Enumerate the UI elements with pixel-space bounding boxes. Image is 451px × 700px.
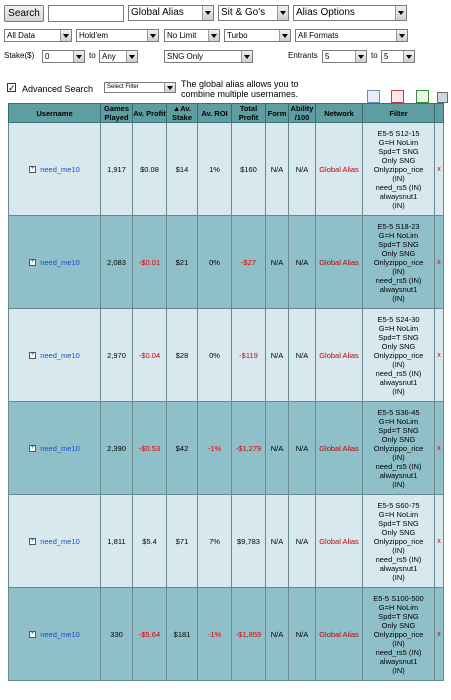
- filter-cell: [363, 123, 435, 216]
- sort-icon: ▲: [172, 104, 181, 113]
- alias-select[interactable]: [128, 5, 214, 21]
- filter-line: Spd=T SNG: [378, 239, 419, 249]
- username-cell: [9, 216, 101, 309]
- ability-cell: N/A: [289, 216, 316, 309]
- filter-line: (IN): [392, 266, 405, 276]
- chevron-down-icon: [241, 51, 252, 62]
- game-select[interactable]: [76, 29, 159, 42]
- filter-line: need_rs5 (IN): [375, 647, 422, 657]
- network-cell: Global Alias: [316, 588, 363, 681]
- total-profit-cell: $9,783: [232, 495, 266, 588]
- av-stake-cell: $28: [167, 309, 198, 402]
- filter-line: Only SNG: [381, 155, 416, 165]
- av-stake-cell: $14: [167, 123, 198, 216]
- entrants-to-label: to: [371, 51, 378, 60]
- filter-line: (IN): [392, 638, 405, 648]
- stake-to-value: Any: [102, 52, 116, 61]
- table-row: [9, 123, 444, 216]
- filter-line: E5-5 S100-500: [373, 593, 424, 603]
- expand-icon[interactable]: +: [30, 538, 35, 545]
- ability-cell: N/A: [289, 402, 316, 495]
- select-filter-select[interactable]: [104, 82, 176, 93]
- filter-line: G=H NoLim: [378, 602, 419, 612]
- filter-line: Spd=T SNG: [378, 611, 419, 621]
- username-link[interactable]: need_me10: [40, 536, 80, 546]
- filter-line: G=H NoLim: [378, 416, 419, 426]
- expand-icon[interactable]: +: [30, 352, 35, 359]
- chevron-down-icon: [126, 51, 137, 62]
- av-roi-cell: 7%: [198, 495, 232, 588]
- chevron-down-icon: [403, 51, 414, 62]
- ability-cell: N/A: [289, 123, 316, 216]
- form-cell: N/A: [266, 495, 289, 588]
- filter-line: Only SNG: [381, 527, 416, 537]
- alias-options-select-value: Alias Options: [296, 7, 355, 18]
- form-cell: N/A: [266, 309, 289, 402]
- remove-row-icon[interactable]: x: [435, 495, 444, 588]
- chevron-down-icon: [396, 30, 407, 41]
- filter-line: Only SNG: [381, 341, 416, 351]
- ability-cell: N/A: [289, 495, 316, 588]
- download-icon[interactable]: [416, 90, 429, 103]
- av-stake-cell: $42: [167, 402, 198, 495]
- remove-row-icon[interactable]: x: [435, 309, 444, 402]
- filter-line: (IN): [392, 293, 405, 303]
- filter-line: (IN): [392, 572, 405, 582]
- username-link[interactable]: need_me10: [40, 164, 80, 174]
- filter-line: alwaysnut1: [379, 284, 418, 294]
- username-cell: [9, 588, 101, 681]
- col-filter[interactable]: Filter: [363, 104, 435, 123]
- col-username[interactable]: Username: [9, 104, 101, 123]
- av-stake-cell: $21: [167, 216, 198, 309]
- alias-select-value: Global Alias: [131, 7, 184, 18]
- col-remove: [435, 104, 444, 123]
- filter-line: E5-5 S18-23: [377, 221, 420, 231]
- av-profit-cell: -$5.64: [133, 588, 167, 681]
- filter-line: need_rs5 (IN): [375, 461, 422, 471]
- chevron-down-icon: [147, 30, 158, 41]
- av-roi-cell: -1%: [198, 588, 232, 681]
- entrants-to-value: 5: [384, 52, 389, 61]
- search-input[interactable]: [48, 5, 124, 22]
- search-button[interactable]: Search: [4, 5, 44, 22]
- network-cell: Global Alias: [316, 309, 363, 402]
- network-cell: Global Alias: [316, 495, 363, 588]
- filter-line: (IN): [392, 386, 405, 396]
- filter-cell: [363, 402, 435, 495]
- filter-cell: [363, 216, 435, 309]
- chevron-down-icon: [395, 6, 406, 20]
- filter-line: Only SNG: [381, 620, 416, 630]
- col-total-profit[interactable]: Total Profit: [232, 104, 266, 123]
- filter-line: (IN): [392, 452, 405, 462]
- filter-line: alwaysnut1: [379, 191, 418, 201]
- filter-line: Only SNG: [381, 248, 416, 258]
- filter-line: need_rs5 (IN): [375, 368, 422, 378]
- filter-line: E5-5 S12-15: [377, 128, 420, 138]
- filter-line: alwaysnut1: [379, 563, 418, 573]
- window-icon[interactable]: [437, 92, 448, 103]
- col-form[interactable]: Form: [266, 104, 289, 123]
- filter-line: Spd=T SNG: [378, 518, 419, 528]
- games-played-cell: 2,970: [101, 309, 133, 402]
- sng-select[interactable]: [164, 50, 253, 63]
- av-profit-cell: $5.4: [133, 495, 167, 588]
- username-cell: [9, 123, 101, 216]
- filter-line: Spd=T SNG: [378, 146, 419, 156]
- col-av-stake-label: Av. Stake: [171, 104, 192, 122]
- game-type-select-value: Sit & Go's: [221, 7, 266, 18]
- username-link[interactable]: need_me10: [40, 443, 80, 453]
- av-profit-cell: $0.08: [133, 123, 167, 216]
- username-link[interactable]: need_me10: [40, 350, 80, 360]
- form-cell: N/A: [266, 402, 289, 495]
- advanced-search-checkbox[interactable]: ✓: [8, 83, 16, 93]
- filter-line: Onlyzippo_rice: [373, 350, 424, 360]
- total-profit-cell: -$27: [232, 216, 266, 309]
- game-select-value: Hold'em: [79, 31, 109, 40]
- network-cell: Global Alias: [316, 123, 363, 216]
- form-cell: N/A: [266, 588, 289, 681]
- filter-line: alwaysnut1: [379, 377, 418, 387]
- stake-from-select[interactable]: [42, 50, 85, 63]
- games-played-cell: 2,390: [101, 402, 133, 495]
- filter-line: (IN): [392, 479, 405, 489]
- chevron-down-icon: [73, 51, 84, 62]
- filter-line: (IN): [392, 200, 405, 210]
- speed-select[interactable]: [224, 29, 291, 42]
- total-profit-cell: $160: [232, 123, 266, 216]
- format-select[interactable]: [295, 29, 408, 42]
- filter-line: alwaysnut1: [379, 656, 418, 666]
- export-icon[interactable]: [367, 90, 380, 103]
- filter-line: E5-5 S36-45: [377, 407, 420, 417]
- speed-select-value: Turbo: [227, 31, 248, 40]
- filter-cell: [363, 495, 435, 588]
- ability-cell: N/A: [289, 309, 316, 402]
- stake-from-value: 0: [45, 52, 50, 61]
- expand-icon[interactable]: +: [30, 445, 35, 452]
- filter-line: alwaysnut1: [379, 470, 418, 480]
- filter-line: need_rs5 (IN): [375, 275, 422, 285]
- filter-cell: [363, 588, 435, 681]
- filter-line: G=H NoLim: [378, 509, 419, 519]
- network-cell: Global Alias: [316, 402, 363, 495]
- table-row: [9, 309, 444, 402]
- remove-row-icon[interactable]: x: [435, 216, 444, 309]
- filter-line: (IN): [392, 665, 405, 675]
- table-row: [9, 216, 444, 309]
- table-row: [9, 588, 444, 681]
- games-played-cell: 2,083: [101, 216, 133, 309]
- chevron-down-icon: [277, 6, 288, 20]
- table-row: [9, 402, 444, 495]
- table-header-row: [9, 104, 444, 123]
- filter-line: Onlyzippo_rice: [373, 257, 424, 267]
- remove-row-icon[interactable]: x: [435, 123, 444, 216]
- remove-row-icon[interactable]: x: [435, 588, 444, 681]
- chevron-down-icon: [164, 83, 175, 92]
- filter-line: G=H NoLim: [378, 323, 419, 333]
- chevron-down-icon: [355, 51, 366, 62]
- av-roi-cell: -1%: [198, 402, 232, 495]
- username-link[interactable]: need_me10: [40, 629, 80, 639]
- filter-line: Spd=T SNG: [378, 332, 419, 342]
- entrants-label: Entrants: [288, 51, 318, 60]
- av-roi-cell: 0%: [198, 309, 232, 402]
- chevron-down-icon: [202, 6, 213, 20]
- stake-to-select[interactable]: [99, 50, 138, 63]
- form-cell: N/A: [266, 216, 289, 309]
- col-av-stake[interactable]: [167, 104, 198, 123]
- filter-line: need_rs5 (IN): [375, 182, 422, 192]
- filter-line: Onlyzippo_rice: [373, 629, 424, 639]
- filter-line: (IN): [392, 545, 405, 555]
- av-roi-cell: 1%: [198, 123, 232, 216]
- expand-icon[interactable]: +: [30, 631, 35, 638]
- data-select[interactable]: [4, 29, 72, 42]
- av-roi-cell: 0%: [198, 216, 232, 309]
- entrants-to-select[interactable]: [381, 50, 415, 63]
- stake-to-label: to: [89, 51, 96, 60]
- filter-line: Only SNG: [381, 434, 416, 444]
- username-link[interactable]: need_me10: [40, 257, 80, 267]
- filter-line: E5-5 S24-30: [377, 314, 420, 324]
- col-ability[interactable]: Ability /100: [289, 104, 316, 123]
- av-stake-cell: $71: [167, 495, 198, 588]
- av-profit-cell: -$0.04: [133, 309, 167, 402]
- expand-icon[interactable]: +: [30, 166, 35, 173]
- username-cell: [9, 402, 101, 495]
- format-select-value: All Formats: [298, 31, 339, 40]
- form-cell: N/A: [266, 123, 289, 216]
- ability-cell: N/A: [289, 588, 316, 681]
- network-cell: Global Alias: [316, 216, 363, 309]
- advanced-search-label: Advanced Search: [22, 84, 94, 94]
- limit-select[interactable]: [164, 29, 220, 42]
- table-row: [9, 495, 444, 588]
- col-games-played[interactable]: Games Played: [101, 104, 133, 123]
- report-icon[interactable]: [391, 90, 404, 103]
- filter-line: Onlyzippo_rice: [373, 443, 424, 453]
- chevron-down-icon: [60, 30, 71, 41]
- game-type-select[interactable]: [218, 5, 289, 21]
- filter-line: G=H NoLim: [378, 230, 419, 240]
- filter-line: (IN): [392, 173, 405, 183]
- sng-select-value: SNG Only: [167, 52, 204, 61]
- entrants-from-value: 5: [325, 52, 330, 61]
- chevron-down-icon: [208, 30, 219, 41]
- filter-line: Onlyzippo_rice: [373, 164, 424, 174]
- games-played-cell: 1,811: [101, 495, 133, 588]
- av-profit-cell: -$0.53: [133, 402, 167, 495]
- remove-row-icon[interactable]: x: [435, 402, 444, 495]
- global-alias-note: The global alias allows you to combine multiple usernames.: [181, 79, 299, 99]
- username-cell: [9, 309, 101, 402]
- stake-label: Stake($): [4, 51, 35, 60]
- entrants-from-select[interactable]: [322, 50, 367, 63]
- games-played-cell: 330: [101, 588, 133, 681]
- total-profit-cell: -$119: [232, 309, 266, 402]
- data-select-value: All Data: [7, 31, 36, 40]
- limit-select-value: No Limit: [167, 31, 197, 40]
- total-profit-cell: -$1,859: [232, 588, 266, 681]
- av-profit-cell: -$0.01: [133, 216, 167, 309]
- filter-cell: [363, 309, 435, 402]
- alias-options-select[interactable]: [293, 5, 407, 21]
- filter-line: E5-5 S60-75: [377, 500, 420, 510]
- results-table: [8, 103, 444, 681]
- filter-line: Spd=T SNG: [378, 425, 419, 435]
- games-played-cell: 1,917: [101, 123, 133, 216]
- expand-icon[interactable]: +: [30, 259, 35, 266]
- filter-line: G=H NoLim: [378, 137, 419, 147]
- col-av-roi[interactable]: Av. ROI: [198, 104, 232, 123]
- filter-line: (IN): [392, 359, 405, 369]
- total-profit-cell: -$1,279: [232, 402, 266, 495]
- username-cell: [9, 495, 101, 588]
- av-stake-cell: $181: [167, 588, 198, 681]
- filter-line: Onlyzippo_rice: [373, 536, 424, 546]
- filter-line: need_rs5 (IN): [375, 554, 422, 564]
- select-filter-value: Select Filter: [107, 84, 139, 90]
- col-network[interactable]: Network: [316, 104, 363, 123]
- col-av-profit[interactable]: Av. Profit: [133, 104, 167, 123]
- chevron-down-icon: [279, 30, 290, 41]
